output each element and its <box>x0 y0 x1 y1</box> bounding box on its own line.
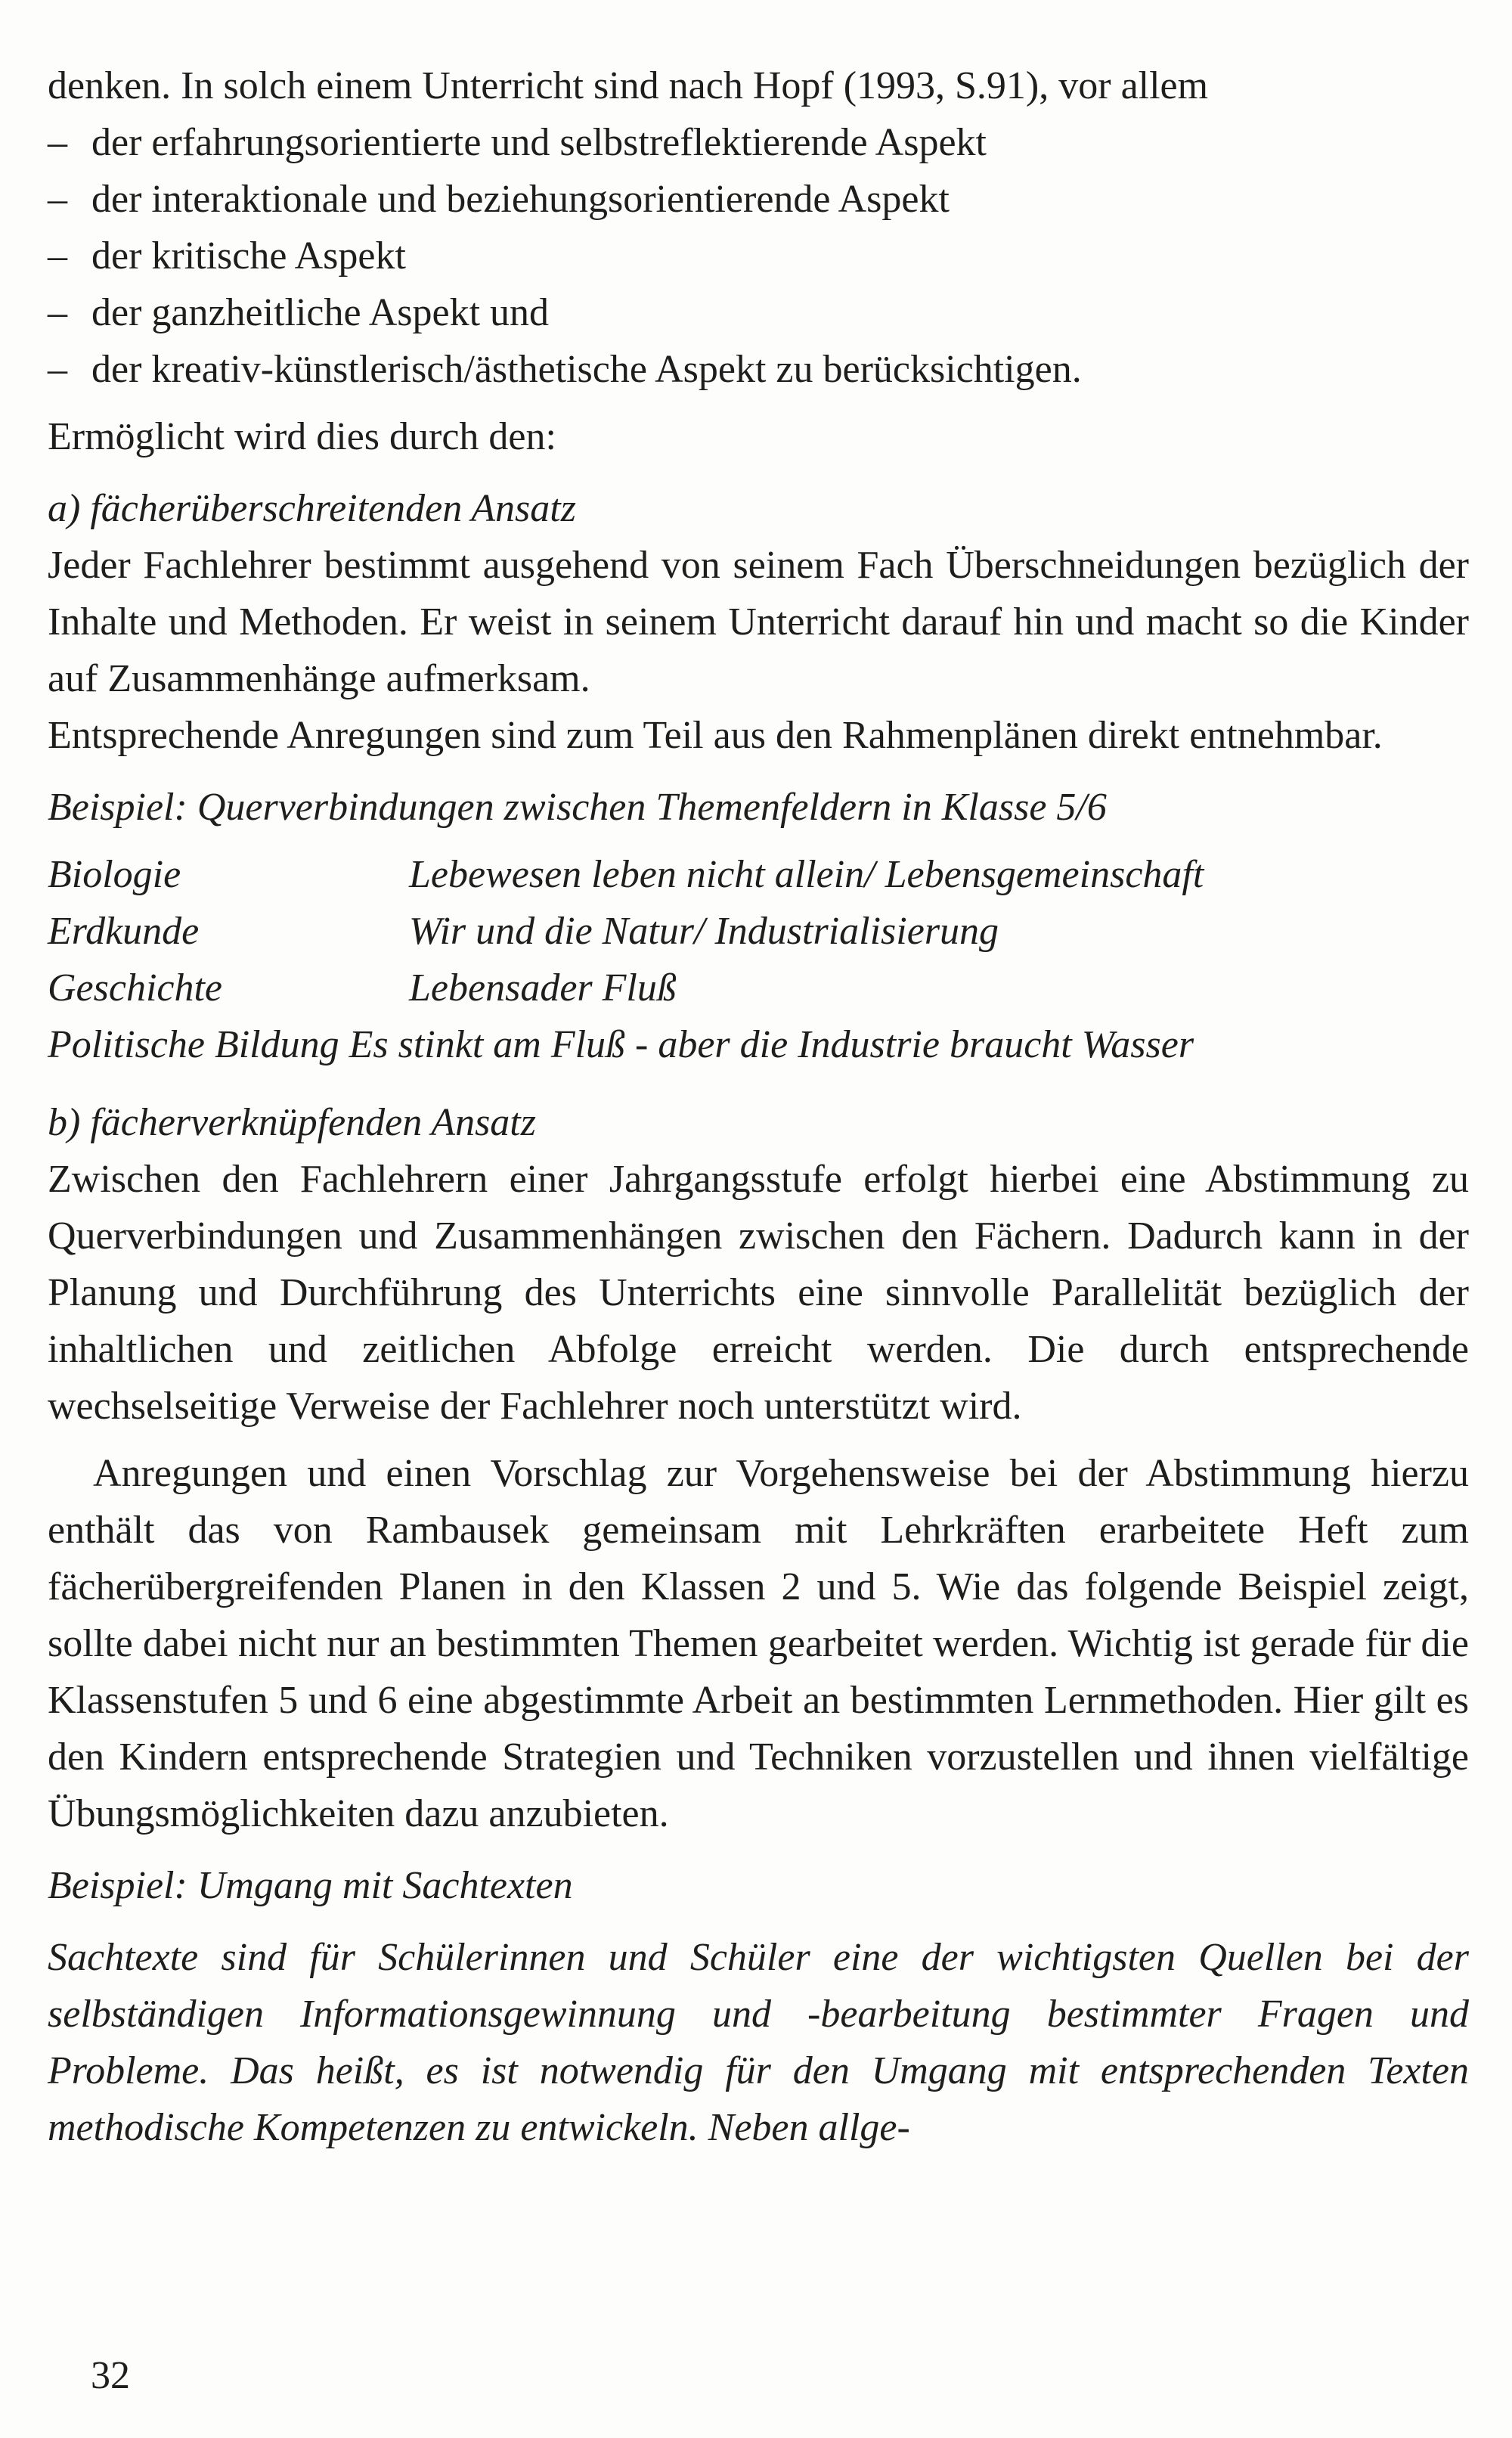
section-a-heading: a) fächerüberschreitenden Ansatz <box>48 487 576 530</box>
subject-cell: Biologie <box>48 853 181 896</box>
list-item: – der erfahrungsorientierte und selbstreflektierende Aspekt <box>48 114 1469 171</box>
list-item: – der interaktionale und beziehungsorientierende Aspekt <box>48 171 1469 228</box>
topic-cell: Lebewesen leben nicht allein/ Lebensgemeinschaft <box>409 853 1204 896</box>
section-a-body: Jeder Fachlehrer bestimmt ausgehend von seinem Fach Überschneidungen bezüglich der Inhalte und Methoden. Er weist in seinem Unterricht darauf hin und macht so die Kinder auf Zusammenhänge aufmerksam. <box>48 544 1469 700</box>
section-a-body-2: Entsprechende Anregungen sind zum Teil aus den Rahmenplänen direkt entnehmbar. <box>48 714 1383 757</box>
table-row <box>48 903 1204 960</box>
section-b-heading: b) fächerverknüpfenden Ansatz <box>48 1101 536 1144</box>
list-item: – der kreativ-künstlerisch/ästhetische Aspekt zu berücksichtigen. <box>48 341 1469 398</box>
table-row <box>48 846 1204 903</box>
topic-cell: Wir und die Natur/ Industrialisierung <box>409 910 999 953</box>
example-b-text: Sachtexte sind für Schülerinnen und Schüler eine der wichtigsten Quellen bei der selbständigen Informationsgewinnung und -bearbeitung bestimmter Fragen und Probleme. Das heißt, es ist notwendig für den Umgang mit entsprechenden Texten methodische Kompetenzen zu entwickeln. Neben allge- <box>48 1936 1469 2149</box>
list-item: – der kritische Aspekt <box>48 228 1469 284</box>
table-row <box>48 960 1204 1016</box>
intro-line: denken. In solch einem Unterricht sind nach Hopf (1993, S.91), vor allem <box>48 64 1209 107</box>
subject-cell: Erdkunde <box>48 910 200 953</box>
section-b-body: Zwischen den Fachlehrern einer Jahrgangsstufe erfolgt hierbei eine Abstimmung zu Querverbindungen und Zusammenhängen zwischen den Fächern. Dadurch kann in der Planung und Durchführung des Unterrichts eine sinnvolle Parallelität bezüglich der inhaltlichen und zeitlichen Abfolge erreicht werden. Die durch entsprechende wechselseitige Verweise der Fachlehrer noch unterstützt wird. <box>48 1158 1469 1428</box>
subject-table <box>48 846 1204 1016</box>
topic-cell: Lebensader Fluß <box>409 966 677 1010</box>
list-item: – der ganzheitliche Aspekt und <box>48 284 1469 341</box>
subject-cell: Geschichte <box>48 966 223 1010</box>
section-b-body-2: Anregungen und einen Vorschlag zur Vorgehensweise bei der Abstimmung hierzu enthält das von Rambausek gemeinsam mit Lehrkräften erarbeitete Heft zum fächerübergreifenden Planen in den Klassen 2 und 5. Wie das folgende Beispiel zeigt, sollte dabei nicht nur an bestimmten Themen gearbeitet werden. Wichtig ist gerade für die Klassenstufen 5 und 6 eine abgestimmte Arbeit an bestimmten Lernmethoden. Hier gilt es den Kindern entsprechende Strategien und Techniken vorzustellen und ihnen vielfältige Übungsmöglichkeiten dazu anzubieten. <box>48 1452 1469 1835</box>
example-a-label: Beispiel: Querverbindungen zwischen Themenfeldern in Klasse 5/6 <box>48 786 1107 829</box>
text-column <box>48 57 1469 2156</box>
example-b-label: Beispiel: Umgang mit Sachtexten <box>48 1864 573 1907</box>
subject-last-row: Politische Bildung Es stinkt am Fluß - aber die Industrie braucht Wasser <box>48 1023 1194 1066</box>
page-number: 32 <box>91 2354 130 2397</box>
aspect-list <box>48 114 1469 398</box>
enabled-by-line: Ermöglicht wird dies durch den: <box>48 415 556 458</box>
